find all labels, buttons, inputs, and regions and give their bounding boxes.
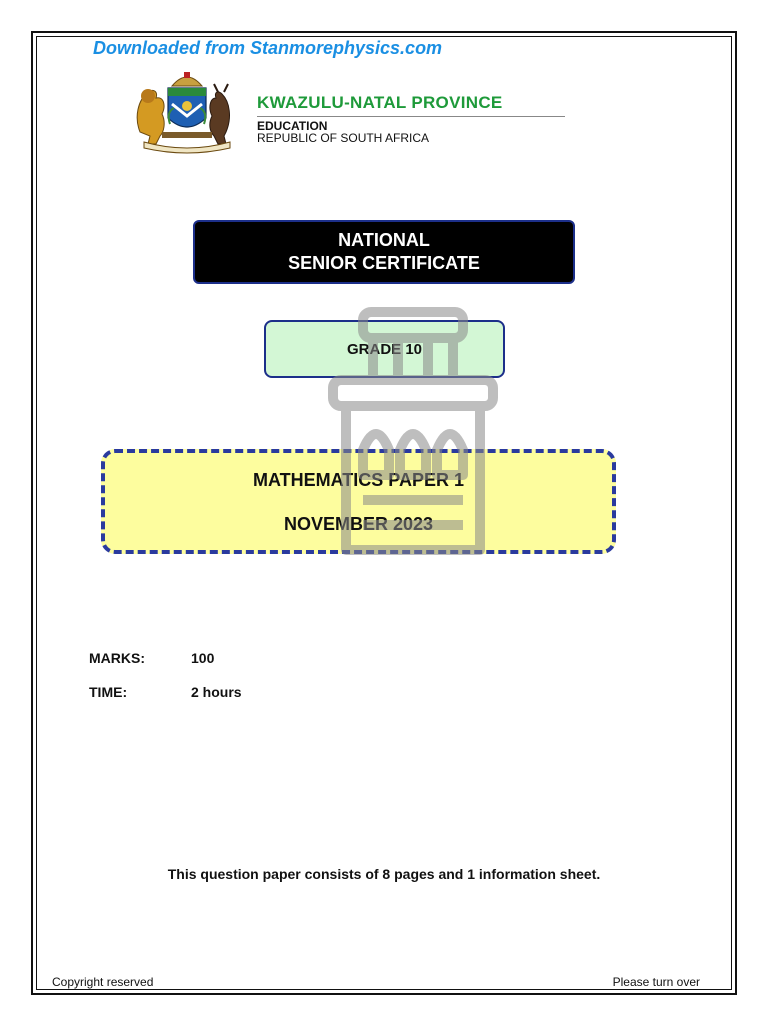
- grade-box: [264, 320, 505, 378]
- paper-subject: MATHEMATICS PAPER 1: [252, 469, 464, 490]
- country-name: REPUBLIC OF SOUTH AFRICA: [257, 131, 430, 145]
- header-divider: [257, 116, 565, 117]
- certificate-title-line1: NATIONAL: [338, 230, 430, 250]
- time-value: 2 hours: [191, 684, 242, 700]
- grade-label: GRADE 10: [346, 340, 423, 358]
- paper-title-box: [101, 449, 616, 554]
- coat-of-arms-icon: [130, 62, 245, 157]
- copyright-footer: Copyright reserved: [52, 975, 154, 989]
- marks-value: 100: [191, 650, 215, 666]
- turn-over-footer: Please turn over: [612, 975, 700, 989]
- marks-label: MARKS:: [89, 650, 145, 666]
- certificate-title-line2: SENIOR CERTIFICATE: [288, 253, 480, 273]
- paper-session: NOVEMBER 2023: [283, 513, 434, 534]
- department-name: EDUCATION: [257, 119, 328, 133]
- page-count-note: This question paper consists of 8 pages and 1 information sheet.: [167, 866, 601, 882]
- certificate-title-box: [193, 220, 575, 284]
- time-label: TIME:: [89, 684, 128, 700]
- province-name: KWAZULU-NATAL PROVINCE: [257, 93, 503, 112]
- download-banner[interactable]: Downloaded from Stanmorephysics.com: [93, 38, 443, 58]
